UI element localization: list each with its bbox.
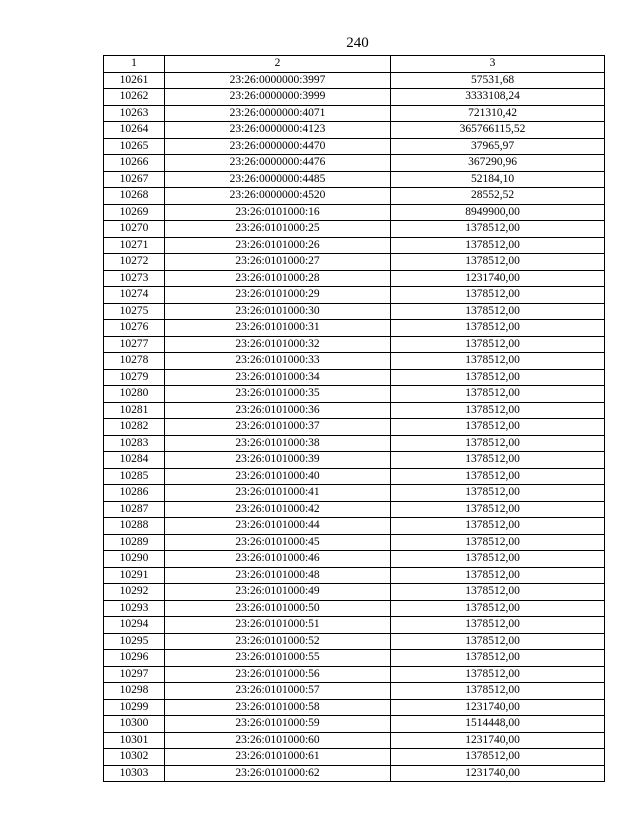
column-header-2: 2 [165, 56, 391, 73]
row-number-cell: 10298 [104, 683, 165, 700]
row-number-cell: 10262 [104, 89, 165, 106]
cadastral-value-cell: 1378512,00 [391, 468, 605, 485]
table-row [104, 501, 605, 518]
row-number-cell: 10296 [104, 650, 165, 667]
cadastral-value-cell: 1378512,00 [391, 666, 605, 683]
cadastral-value-cell: 721310,42 [391, 105, 605, 122]
cadastral-value-cell: 365766115,52 [391, 122, 605, 139]
table-row [104, 600, 605, 617]
cadastral-number-cell: 23:26:0101000:46 [165, 551, 391, 568]
cadastral-number-cell: 23:26:0000000:4123 [165, 122, 391, 139]
cadastral-number-cell: 23:26:0101000:25 [165, 221, 391, 238]
cadastral-number-cell: 23:26:0101000:52 [165, 633, 391, 650]
cadastral-number-cell: 23:26:0101000:49 [165, 584, 391, 601]
row-number-cell: 10267 [104, 171, 165, 188]
cadastral-value-cell: 1378512,00 [391, 551, 605, 568]
row-number-cell: 10302 [104, 749, 165, 766]
row-number-cell: 10292 [104, 584, 165, 601]
cadastral-number-cell: 23:26:0101000:44 [165, 518, 391, 535]
table-row [104, 749, 605, 766]
cadastral-value-cell: 1378512,00 [391, 633, 605, 650]
table-row [104, 221, 605, 238]
cadastral-number-cell: 23:26:0000000:4470 [165, 138, 391, 155]
cadastral-value-cell: 57531,68 [391, 72, 605, 89]
table-row [104, 732, 605, 749]
table-row [104, 617, 605, 634]
cadastral-number-cell: 23:26:0101000:48 [165, 567, 391, 584]
row-number-cell: 10290 [104, 551, 165, 568]
table-row [104, 89, 605, 106]
row-number-cell: 10275 [104, 303, 165, 320]
row-number-cell: 10282 [104, 419, 165, 436]
table-row [104, 567, 605, 584]
table-row [104, 237, 605, 254]
row-number-cell: 10287 [104, 501, 165, 518]
cadastral-number-cell: 23:26:0101000:37 [165, 419, 391, 436]
row-number-cell: 10284 [104, 452, 165, 469]
cadastral-number-cell: 23:26:0101000:56 [165, 666, 391, 683]
cadastral-value-cell: 1378512,00 [391, 650, 605, 667]
row-number-cell: 10263 [104, 105, 165, 122]
row-number-cell: 10288 [104, 518, 165, 535]
table-row [104, 254, 605, 271]
row-number-cell: 10266 [104, 155, 165, 172]
cadastral-value-cell: 1514448,00 [391, 716, 605, 733]
row-number-cell: 10277 [104, 336, 165, 353]
table-header-row [104, 56, 605, 73]
cadastral-value-cell: 1231740,00 [391, 699, 605, 716]
row-number-cell: 10276 [104, 320, 165, 337]
cadastral-number-cell: 23:26:0101000:42 [165, 501, 391, 518]
cadastral-value-cell: 1378512,00 [391, 501, 605, 518]
cadastral-value-cell: 1378512,00 [391, 221, 605, 238]
row-number-cell: 10289 [104, 534, 165, 551]
column-header-3: 3 [391, 56, 605, 73]
cadastral-number-cell: 23:26:0101000:41 [165, 485, 391, 502]
row-number-cell: 10281 [104, 402, 165, 419]
cadastral-number-cell: 23:26:0101000:58 [165, 699, 391, 716]
cadastral-value-cell: 1378512,00 [391, 683, 605, 700]
table-row [104, 386, 605, 403]
table-row [104, 303, 605, 320]
row-number-cell: 10273 [104, 270, 165, 287]
row-number-cell: 10293 [104, 600, 165, 617]
cadastral-number-cell: 23:26:0101000:31 [165, 320, 391, 337]
cadastral-number-cell: 23:26:0101000:16 [165, 204, 391, 221]
row-number-cell: 10265 [104, 138, 165, 155]
cadastral-value-cell: 1378512,00 [391, 567, 605, 584]
cadastral-number-cell: 23:26:0101000:50 [165, 600, 391, 617]
row-number-cell: 10279 [104, 369, 165, 386]
cadastral-number-cell: 23:26:0101000:27 [165, 254, 391, 271]
table-row [104, 518, 605, 535]
cadastral-number-cell: 23:26:0101000:34 [165, 369, 391, 386]
row-number-cell: 10280 [104, 386, 165, 403]
row-number-cell: 10272 [104, 254, 165, 271]
row-number-cell: 10268 [104, 188, 165, 205]
table-row [104, 188, 605, 205]
row-number-cell: 10264 [104, 122, 165, 139]
table-row [104, 419, 605, 436]
table-row [104, 320, 605, 337]
cadastral-value-cell: 1378512,00 [391, 303, 605, 320]
cadastral-value-cell: 52184,10 [391, 171, 605, 188]
row-number-cell: 10261 [104, 72, 165, 89]
table-row [104, 633, 605, 650]
cadastral-value-cell: 1378512,00 [391, 287, 605, 304]
cadastral-number-cell: 23:26:0000000:4485 [165, 171, 391, 188]
cadastral-number-cell: 23:26:0101000:45 [165, 534, 391, 551]
cadastral-value-cell: 1378512,00 [391, 237, 605, 254]
table-row [104, 402, 605, 419]
cadastral-number-cell: 23:26:0101000:33 [165, 353, 391, 370]
table-row [104, 138, 605, 155]
cadastral-number-cell: 23:26:0101000:57 [165, 683, 391, 700]
cadastral-number-cell: 23:26:0101000:32 [165, 336, 391, 353]
cadastral-value-cell: 1231740,00 [391, 765, 605, 782]
cadastral-value-cell: 1378512,00 [391, 452, 605, 469]
row-number-cell: 10294 [104, 617, 165, 634]
cadastral-number-cell: 23:26:0000000:3999 [165, 89, 391, 106]
cadastral-value-cell: 1378512,00 [391, 600, 605, 617]
table-row [104, 683, 605, 700]
table-row [104, 105, 605, 122]
cadastral-value-cell: 1378512,00 [391, 435, 605, 452]
table-row [104, 171, 605, 188]
cadastral-number-cell: 23:26:0101000:28 [165, 270, 391, 287]
cadastral-value-cell: 1378512,00 [391, 386, 605, 403]
table-row [104, 270, 605, 287]
row-number-cell: 10297 [104, 666, 165, 683]
cadastral-number-cell: 23:26:0101000:61 [165, 749, 391, 766]
cadastral-number-cell: 23:26:0101000:40 [165, 468, 391, 485]
table-row [104, 699, 605, 716]
table-row [104, 369, 605, 386]
cadastral-value-cell: 3333108,24 [391, 89, 605, 106]
cadastral-number-cell: 23:26:0101000:51 [165, 617, 391, 634]
table-row [104, 650, 605, 667]
row-number-cell: 10285 [104, 468, 165, 485]
cadastral-value-cell: 37965,97 [391, 138, 605, 155]
table-row [104, 485, 605, 502]
cadastral-number-cell: 23:26:0101000:30 [165, 303, 391, 320]
cadastral-number-cell: 23:26:0000000:4476 [165, 155, 391, 172]
table-row [104, 122, 605, 139]
row-number-cell: 10303 [104, 765, 165, 782]
table-row [104, 353, 605, 370]
row-number-cell: 10295 [104, 633, 165, 650]
cadastral-number-cell: 23:26:0000000:3997 [165, 72, 391, 89]
cadastral-number-cell: 23:26:0101000:26 [165, 237, 391, 254]
column-header-1: 1 [104, 56, 165, 73]
row-number-cell: 10291 [104, 567, 165, 584]
cadastral-value-cell: 8949900,00 [391, 204, 605, 221]
row-number-cell: 10274 [104, 287, 165, 304]
cadastral-value-cell: 1378512,00 [391, 534, 605, 551]
cadastral-value-cell: 28552,52 [391, 188, 605, 205]
cadastral-value-table [103, 55, 605, 782]
table-body [104, 72, 605, 782]
cadastral-value-cell: 1378512,00 [391, 402, 605, 419]
cadastral-value-cell: 1378512,00 [391, 617, 605, 634]
cadastral-number-cell: 23:26:0101000:36 [165, 402, 391, 419]
row-number-cell: 10286 [104, 485, 165, 502]
row-number-cell: 10301 [104, 732, 165, 749]
cadastral-value-cell: 1231740,00 [391, 732, 605, 749]
table-row [104, 716, 605, 733]
cadastral-number-cell: 23:26:0101000:35 [165, 386, 391, 403]
table-row [104, 584, 605, 601]
table-row [104, 468, 605, 485]
table-row [104, 287, 605, 304]
cadastral-value-cell: 1378512,00 [391, 485, 605, 502]
cadastral-number-cell: 23:26:0101000:60 [165, 732, 391, 749]
row-number-cell: 10278 [104, 353, 165, 370]
cadastral-number-cell: 23:26:0101000:38 [165, 435, 391, 452]
cadastral-number-cell: 23:26:0000000:4520 [165, 188, 391, 205]
row-number-cell: 10283 [104, 435, 165, 452]
cadastral-value-cell: 1378512,00 [391, 369, 605, 386]
cadastral-value-cell: 1378512,00 [391, 584, 605, 601]
table-row [104, 551, 605, 568]
cadastral-value-cell: 1378512,00 [391, 320, 605, 337]
cadastral-number-cell: 23:26:0101000:29 [165, 287, 391, 304]
row-number-cell: 10270 [104, 221, 165, 238]
row-number-cell: 10269 [104, 204, 165, 221]
table-row [104, 204, 605, 221]
cadastral-number-cell: 23:26:0101000:39 [165, 452, 391, 469]
cadastral-value-cell: 1378512,00 [391, 518, 605, 535]
table-row [104, 72, 605, 89]
cadastral-value-cell: 1378512,00 [391, 254, 605, 271]
cadastral-number-cell: 23:26:0101000:59 [165, 716, 391, 733]
cadastral-value-cell: 1231740,00 [391, 270, 605, 287]
page-number: 240 [346, 35, 369, 51]
table-row [104, 155, 605, 172]
cadastral-number-cell: 23:26:0101000:62 [165, 765, 391, 782]
cadastral-number-cell: 23:26:0000000:4071 [165, 105, 391, 122]
table-row [104, 765, 605, 782]
cadastral-value-cell: 1378512,00 [391, 749, 605, 766]
table-row [104, 666, 605, 683]
cadastral-number-cell: 23:26:0101000:55 [165, 650, 391, 667]
row-number-cell: 10271 [104, 237, 165, 254]
table-row [104, 336, 605, 353]
table-row [104, 452, 605, 469]
table-row [104, 435, 605, 452]
cadastral-value-cell: 367290,96 [391, 155, 605, 172]
row-number-cell: 10299 [104, 699, 165, 716]
table-row [104, 534, 605, 551]
cadastral-value-cell: 1378512,00 [391, 336, 605, 353]
cadastral-value-cell: 1378512,00 [391, 419, 605, 436]
row-number-cell: 10300 [104, 716, 165, 733]
cadastral-value-cell: 1378512,00 [391, 353, 605, 370]
